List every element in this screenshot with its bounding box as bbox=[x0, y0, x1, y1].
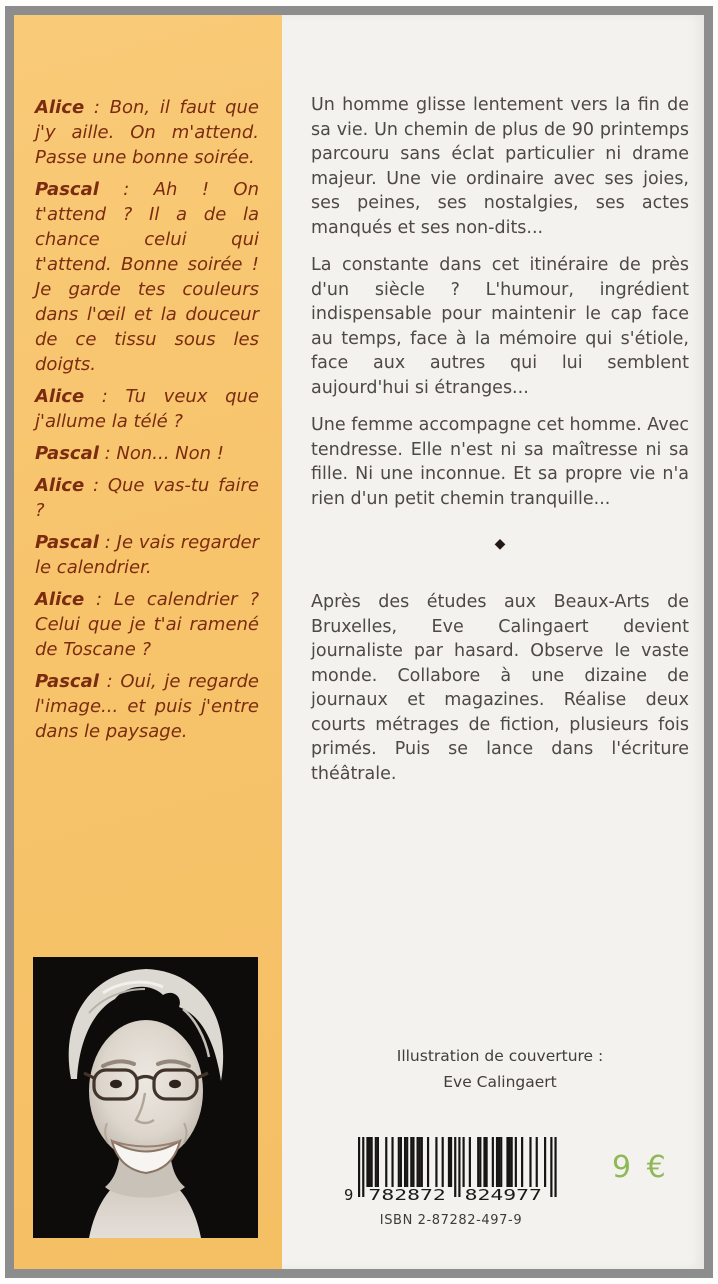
synopsis-paragraph: Un homme glisse lentement vers la fin de sa vie. Un chemin de plus de 90 printemps parcouru sans éclat particulier ni drame majeur. Une vie ordinaire avec ses joies, ses peines, ses nostalgies, ses actes manqués et ses non-dits... bbox=[311, 95, 689, 238]
svg-text:824977: 824977 bbox=[464, 1186, 542, 1203]
scan-frame bbox=[5, 6, 713, 1278]
synopsis bbox=[311, 93, 689, 511]
illustration-credit bbox=[311, 1043, 689, 1095]
dialogue-text: Bon, il faut que j'y aille. On m'attend. Passe une bonne soirée. bbox=[35, 97, 259, 168]
barcode-block bbox=[344, 1137, 558, 1228]
speaker-name: Alice bbox=[35, 386, 85, 407]
speaker-name: Pascal bbox=[35, 179, 99, 200]
speaker-separator: : bbox=[84, 97, 110, 118]
speaker-separator: : bbox=[84, 386, 126, 407]
svg-text:9: 9 bbox=[344, 1186, 354, 1203]
synopsis-paragraph: La constante dans cet itinéraire de près d'un siècle ? L'humour, ingrédient indispensable pour maintenir le cap face au temps, face à la mémoire qui s'étiole, face aux autres qui lui semblent aujourd'hui si étranges... bbox=[311, 255, 689, 398]
diamond-divider-icon: ◆ bbox=[494, 536, 506, 552]
dialogue-turn bbox=[35, 177, 259, 377]
speaker-separator: : bbox=[98, 179, 154, 200]
book-back-cover bbox=[14, 15, 704, 1269]
dialogue-turn bbox=[35, 669, 259, 744]
dialogue-text: Oui, je regarde l'image... et puis j'entre dans le paysage. bbox=[35, 671, 259, 742]
dialogue-turn bbox=[35, 441, 259, 466]
dialogue-text: Que vas-tu faire ? bbox=[35, 475, 259, 521]
speaker-name: Alice bbox=[35, 589, 85, 610]
speaker-name: Alice bbox=[35, 97, 85, 118]
credit-line1: Illustration de couverture : bbox=[396, 1047, 604, 1065]
author-portrait-illustration bbox=[33, 957, 258, 1238]
dialogue-text: Tu veux que j'allume la télé ? bbox=[35, 386, 259, 432]
speaker-name: Alice bbox=[35, 475, 85, 496]
speaker-name: Pascal bbox=[35, 532, 99, 553]
dialogue-column bbox=[35, 95, 259, 751]
speaker-separator: : bbox=[84, 475, 108, 496]
speaker-separator: : bbox=[98, 532, 117, 553]
ean13-barcode bbox=[344, 1137, 558, 1203]
author-photo bbox=[33, 957, 258, 1238]
dialogue-text: Le calendrier ? Celui que je t'ai ramené de Toscane ? bbox=[35, 589, 259, 660]
right-panel bbox=[282, 15, 704, 1269]
left-panel bbox=[14, 15, 282, 1269]
isbn-number: ISBN 2-87282-497-9 bbox=[379, 1213, 523, 1228]
svg-text:782872: 782872 bbox=[368, 1186, 446, 1203]
speaker-separator: : bbox=[84, 589, 114, 610]
speaker-separator: : bbox=[98, 443, 117, 464]
dialogue-turn bbox=[35, 473, 259, 523]
dialogue-text: Ah ! On t'attend ? Il a de la chance celui qui t'attend. Bonne soirée ! Je garde tes couleurs dans l'œil et la douceur de ce tissu sous les doigts. bbox=[35, 179, 259, 375]
price-label: 9 € bbox=[612, 1150, 669, 1185]
dialogue-text: Non... Non ! bbox=[116, 443, 225, 464]
dialogue-turn bbox=[35, 587, 259, 662]
dialogue-text: Je vais regarder le calendrier. bbox=[35, 532, 259, 578]
dialogue-turn bbox=[35, 530, 259, 580]
synopsis-paragraph: Une femme accompagne cet homme. Avec tendresse. Elle n'est ni sa maîtresse ni sa fille. Ni une inconnue. Et sa propre vie n'a rien d'un petit chemin tranquille... bbox=[311, 415, 689, 509]
dialogue-turn bbox=[35, 384, 259, 434]
dialogue-turn bbox=[35, 95, 259, 170]
speaker-separator: : bbox=[98, 671, 121, 692]
credit-line2: Eve Calingaert bbox=[443, 1073, 557, 1091]
author-bio: Après des études aux Beaux-Arts de Bruxelles, Eve Calingaert devient journaliste par hasard. Observe le vaste monde. Collabore à une dizaine de journaux et magazines. Réalise deux courts métrages de fiction, plusieurs fois primés. Puis se lance dans l'écriture théâtrale. bbox=[311, 592, 689, 784]
back-cover-text bbox=[311, 93, 689, 799]
speaker-name: Pascal bbox=[35, 443, 99, 464]
speaker-name: Pascal bbox=[35, 671, 99, 692]
